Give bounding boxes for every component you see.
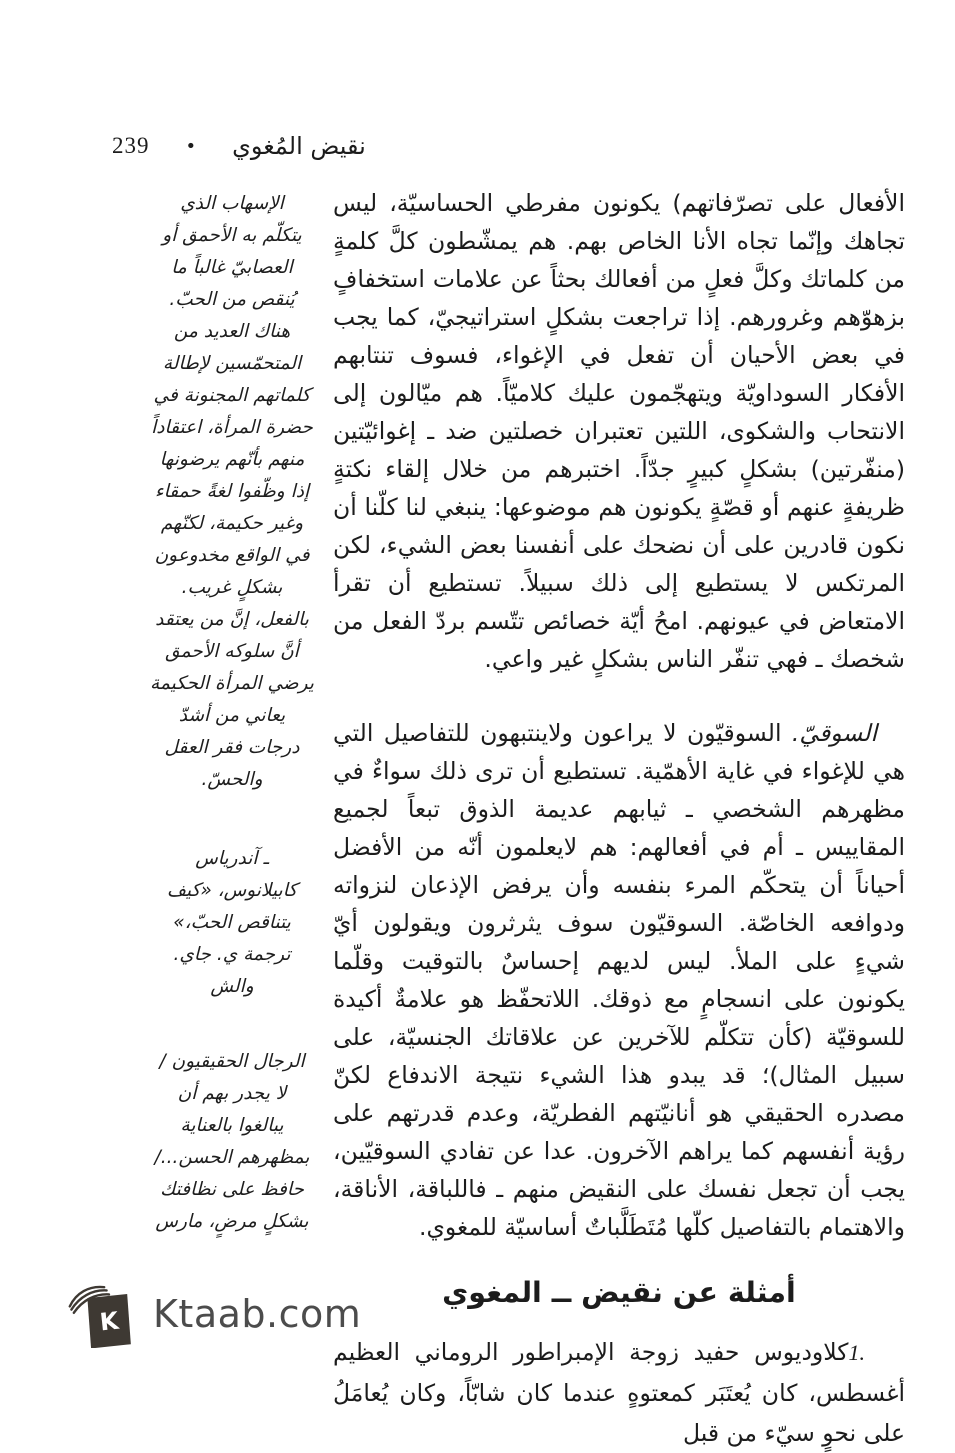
margin-note-line: يبالغوا بالعناية [180,1115,284,1136]
margin-note-line: في الواقع مخدوعون [154,545,310,566]
main-text-column [333,184,905,1453]
margin-note-line: أنَّ سلوكه الأحمق [165,641,299,662]
paragraph-text: السوقيّون لا يراعون ولاينتبهون للتفاصيل التي هي للإغواء في غاية الأهمّية. تستطيع أن ترى ذلك سواءٌ في مظهرهم الشخصي ـ ثيابهم عديمة الذوق تبعاً لجميع المقاييس ـ أم في أفعالهم: هم لايعلمون أنّه من الأفضل أحياناً أن يتحكّم المرء بنفسه وأن يرفض الإذعان لنزواته ودوافعه الخاصّة. السوقيّون سوف يثرثرون ويقولون أيّ شيءٍ على الملأ. ليس لديهم إحساسٌ بالتوقيت وقلّما يكونون على انسجامٍ مع ذوقك. اللاتحفّظ هو علامةٌ أكيدة للسوقيّة (كأن تتكلّم للآخرين عن علاقاتك الجنسيّة، على سبيل المثال)؛ قد يبدو هذا الشيء نتيجة الاندفاع لكنّ مصدره الحقيقي هو أنانيّتهم الفطريّة، وعدم قدرتهم على رؤية أنفسهم كما يراهم الآخرون. عدا عن تفادي السوقيّين، يجب أن تجعل نفسك على النقيض منهم ـ فاللباقة، الأناقة، والاهتمام بالتفاصيل كلّها مُتَطَلَّباتٌ أساسيّة للمغوي. [333,719,905,1241]
page-header [112,132,366,160]
header-bullet-separator: • [185,135,197,157]
margin-note-line: العصابيّ غالباً ما [171,257,293,278]
margin-note-quote [146,188,318,796]
margin-note-line: منهم بأنّهم يرضونها [159,449,305,470]
margin-note-line: ـ آندرياس [195,848,269,869]
margin-note-line: حافظ على نظافتك [160,1179,304,1200]
body-paragraph: الأفعال على تصرّفاتهم) يكونون مفرطي الحساسيّة، ليس تجاهك وإنّما تجاه الأنا الخاص بهم. هم يمشّطون كلَّ كلمةٍ من كلماتك وكلَّ فعلٍ من أفعالك بحثاً عن علامات استخفافٍ بزهوّهم وغرورهم. إذا تراجعت بشكلٍ استراتيجيّ، كما يجب في بعض الأحيان أن تفعل في الإغواء، فسوف تنتابهم الأفكار السوداويّة ويتهجّمون عليك كلاميّاً. هم ميّالون إلى الانتحاب والشكوى، اللتين تعتبران خصلتين ضد ـ إغوائيّتين (منفّرتين) بشكلٍ كبيرٍ جدّاً. اختبرهم من خلال إلقاء نكتةٍ ظريفةٍ عنهم أو قصّةٍ يكونون هم موضوعها: ينبغي لنا كلّنا أن نكون قادرين على أن نضحك على أنفسنا بعض الشيء، لكن المرتكس لا يستطيع إلى ذلك سبيلاً. تستطيع أن تقرأ الامتعاض في عيونهم. امحُ أيّة خصائص تتّسم بردّ الفعل من شخصك ـ فهي تنفّر الناس بشكلٍ غير واعي. [333,189,905,673]
margin-note-attribution [146,843,318,1003]
margin-note-line: وغير حكيمة، لكنّهم [160,513,304,534]
running-title: نقيض المُغوي [232,132,366,160]
margin-note-line: يُنقص من الحبّ. [169,289,295,310]
margin-note-line: كلماتهم المجنونة في [153,385,311,406]
margin-note-line: بمظهرهم الحسن.../ [154,1147,310,1168]
item-number: 1. [848,1340,865,1365]
margin-note-line: إذا وظّفوا لغةً حمقاء [154,481,310,502]
margin-note-line: لا يجدر بهم أن [177,1083,287,1104]
logo-letter: K [98,1306,120,1337]
margin-note-line: كابيلانوس، «كيف [166,880,298,901]
margin-note-line: حضرة المرأة، اعتقاداً [151,417,313,438]
margin-note-line: يتناقص الحبّ،» [173,912,291,933]
margin-note-line: ترجمة ي. جاي. [173,944,291,965]
ktaab-logo [64,1280,361,1348]
body-paragraph [333,714,905,1246]
margin-note-line: بشكلٍ غريب. [181,577,283,598]
margin-note-line: الإسهاب الذي [180,193,284,214]
margin-note-line: بشكلٍ مرضٍ، مارس [155,1211,309,1232]
section-heading: أمثلة عن نقيض ــ المغوي [442,1276,796,1309]
ktaab-book-icon [64,1280,138,1348]
margin-note-line: بالفعل، إنَّ من يعتقد [155,609,309,630]
margin-note-line: يعاني من أشدّ [178,705,286,726]
margin-note-line: يرضي المرأة الحكيمة [150,673,314,694]
margin-note-quote-2 [146,1046,318,1238]
margin-note-line: والش [210,976,254,997]
logo-text: Ktaab.com [153,1292,362,1336]
margin-note-line: المتحمّسين لإطالة [162,353,302,374]
paragraph-lead-word: السوقيّ. [791,719,877,747]
margin-note-line: والحسّ. [201,769,263,790]
margin-note-line: هناك العديد من [173,321,291,342]
page-number: 239 [112,133,150,158]
margin-note-line: درجات فقر العقل [164,737,300,758]
margin-note-line: الرجال الحقيقيون / [159,1051,305,1072]
margin-note-line: يتكلّم به الأحمق أو [162,225,302,246]
item-text: كلاوديوس حفيد زوجة الإمبراطور الروماني العظيم أغسطس، كان يُعتَبَر كمعتوهٍ عندما كان شابّاً، وكان يُعامَلُ على نحوٍ سيّء من قبل [333,1338,905,1447]
numbered-list-item [333,1332,905,1453]
